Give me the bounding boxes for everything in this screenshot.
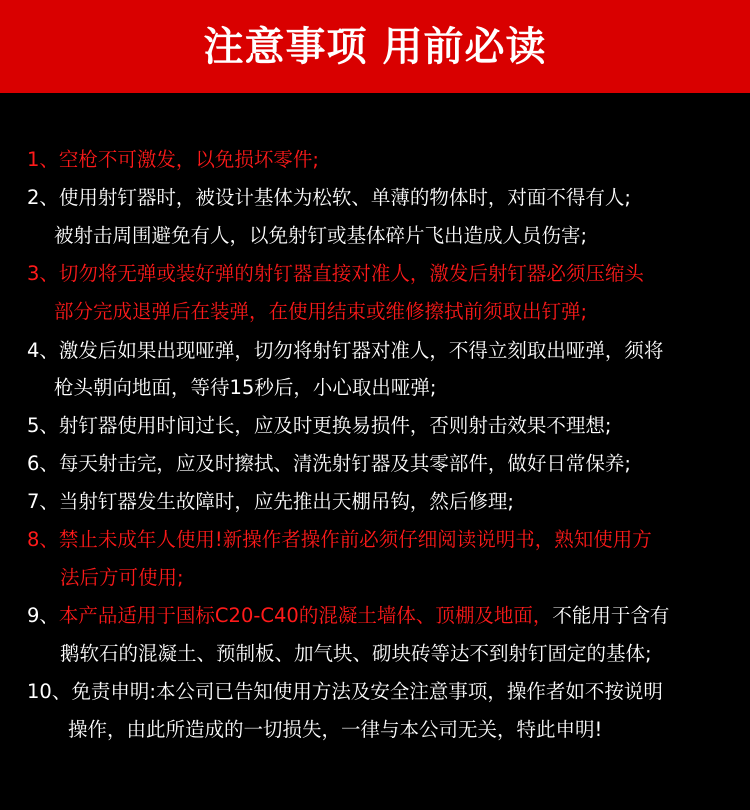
note-8-line-2: 法后方可使用; [60,566,184,589]
header-banner [0,0,750,93]
note-2-line-2: 被射击周围避免有人，以免射钉或基体碎片飞出造成人员伤害; [54,224,588,247]
note-10-line-2: 操作，由此所造成的一切损失，一律与本公司无关，特此申明! [68,718,603,741]
note-9-line-1 [27,604,669,628]
note-9-line-2: 鹅软石的混凝土、预制板、加气块、砌块砖等达不到射钉固定的基体; [60,642,652,665]
note-1-line-1: 1、空枪不可激发，以免损坏零件; [27,148,319,171]
note-9-highlight: 本产品适用于国标C20-C40的混凝土墙体、顶棚及地面， [58,604,553,627]
note-3-line-1: 3、切勿将无弹或装好弹的射钉器直接对准人，激发后射钉器必须压缩头 [27,262,644,285]
note-6-line-1: 6、每天射击完，应及时擦拭、清洗射钉器及其零部件，做好日常保养; [27,452,631,475]
note-5-line-1: 5、射钉器使用时间过长，应及时更换易损件，否则射击效果不理想; [27,414,612,437]
note-10-line-1: 10、免责申明:本公司已告知使用方法及安全注意事项，操作者如不按说明 [27,680,663,703]
note-2-line-1: 2、使用射钉器时，被设计基体为松软、单薄的物体时，对面不得有人; [27,186,631,209]
note-4-line-1: 4、激发后如果出现哑弹，切勿将射钉器对准人，不得立刻取出哑弹，须将 [27,339,664,362]
note-9-number: 9、 [27,604,59,627]
note-4-line-2: 枪头朝向地面，等待15秒后，小心取出哑弹; [54,376,437,399]
note-7-line-1: 7、当射钉器发生故障时，应先推出天棚吊钩，然后修理; [27,490,514,513]
page-title: 注意事项 用前必读 [203,23,547,70]
note-9-tail: 不能用于含有 [552,604,670,627]
note-3-line-2: 部分完成退弹后在装弹，在使用结束或维修擦拭前须取出钉弹; [54,300,588,323]
note-8-line-1: 8、禁止未成年人使用!新操作者操作前必须仔细阅读说明书，熟知使用方 [27,528,652,551]
